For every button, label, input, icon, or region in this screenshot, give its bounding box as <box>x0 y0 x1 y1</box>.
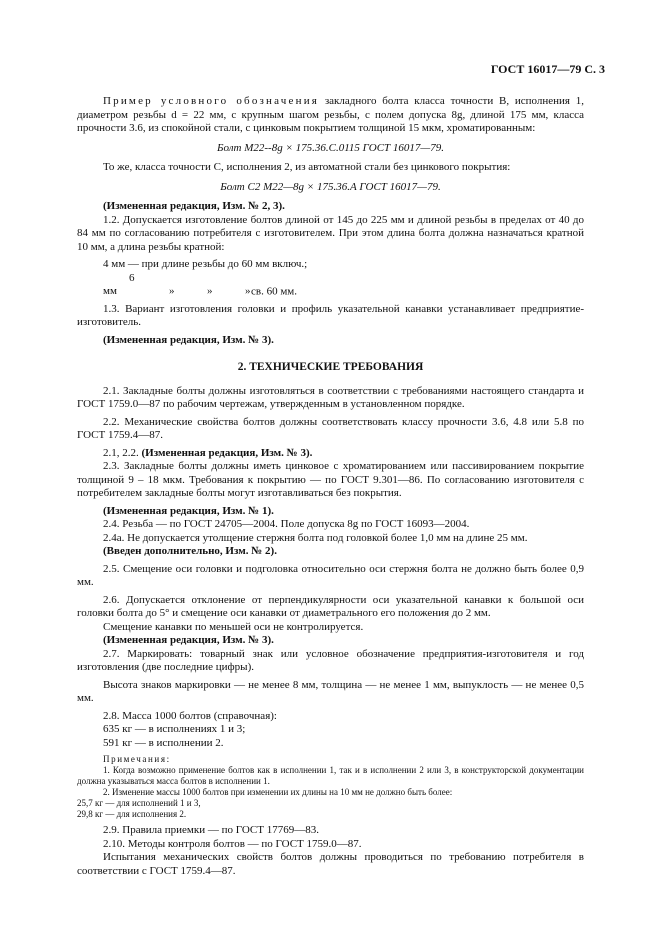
thread2-d: » <box>245 285 251 297</box>
note-2: 2. Изменение массы 1000 болтов при изменении их длины на 10 мм не должно быть более: <box>103 787 453 797</box>
mass-item-1: 635 кг — в исполнениях 1 и 3; <box>103 723 246 735</box>
thread2-c: » <box>207 285 213 297</box>
clause-2-7-marking-height: Высота знаков маркировки — не менее 8 мм, толщина — не менее 1 мм, выпуклость — не менее 0,5 мм. <box>77 678 584 704</box>
note-2-item-a: 25,7 кг — для исполнений 1 и 3, <box>77 798 201 808</box>
thread2-b: » <box>169 285 175 297</box>
amendment-note-3-ref: 2.1, 2.2. <box>103 446 142 459</box>
clause-2-3: 2.3. Закладные болты должны иметь цинковое с хроматированием или пассивированием покрытие толщиной 9 – 18 мкм. Требования к покрытию — по ГОСТ 9.301—86. По согласованию изготовителя с потребителем закладные болты могут изготавливаться без покрытия. <box>77 460 584 499</box>
example-paragraph <box>77 95 584 136</box>
clause-2-1: 2.1. Закладные болты должны изготовляться в соответствии с требованиями настоящего стандарта и ГОСТ 1759.0—87 по рабочим чертежам, утвержденным в установленном порядке. <box>77 384 584 410</box>
thread-multiple-1: 4 мм — при длине резьбы до 60 мм включ.; <box>103 258 308 270</box>
clause-1-2: 1.2. Допускается изготовление болтов длиной от 145 до 225 мм и длиной резьбы в пределах от 40 до 84 мм по согласованию потребителя с изготовителем. При этом длина болта должна назначаться кратной 10 мм, а длина резьбы кратной: <box>77 213 584 253</box>
clause-2-7: 2.7. Маркировать: товарный знак или условное обозначение предприятия-изготовителя и год изготовления (две последние цифры). <box>77 647 584 673</box>
clause-1-3: 1.3. Вариант изготовления головки и профиль указательной канавки устанавливает предприятие-изготовитель. <box>77 302 584 328</box>
designation-formula-2: Болт С2 М22—8g × 175.36.А ГОСТ 16017—79. <box>220 180 441 193</box>
example-text: закладного болта класса точности В, исполнения 1, диаметром резьбы d = 22 мм, с крупным шагом резьбы, с полем допуска 8g, длиной 175 мм, класса прочности 3.6, из спокойной стали, с цинковым покрытием толщиной 15 мкм, хроматированным: <box>77 95 585 134</box>
thread2-a: 6 мм <box>103 271 135 297</box>
amendment-note-1: (Измененная редакция, Изм. № 2, 3). <box>103 200 285 212</box>
section-title: 2. ТЕХНИЧЕСКИЕ ТРЕБОВАНИЯ <box>237 361 424 373</box>
amendment-note-3 <box>77 447 584 461</box>
note-2-item-b: 29,8 кг — для исполнения 2. <box>77 809 187 819</box>
thread-multiple-2 <box>77 272 584 299</box>
amendment-note-5: (Введен дополнительно, Изм. № 2). <box>103 545 277 557</box>
notes-title: Примечания: <box>103 754 171 764</box>
mass-item-2: 591 кг — в исполнении 2. <box>103 736 224 749</box>
clause-2-9: 2.9. Правила приемки — по ГОСТ 17769—83. <box>103 824 319 836</box>
clause-2-4: 2.4. Резьба — по ГОСТ 24705—2004. Поле допуска 8g по ГОСТ 16093—2004. <box>103 518 470 530</box>
clause-2-10-continued: Испытания механических свойств болтов должны проводиться по требованию потребителя в соответствии с ГОСТ 1759.4—87. <box>77 851 584 877</box>
amendment-note-3-text: (Измененная редакция, Изм. № 3). <box>141 446 313 459</box>
page-header: ГОСТ 16017—79 С. 3 <box>490 62 605 76</box>
clause-2-5: 2.5. Смещение оси головки и подголовка относительно оси стержня болта не должно быть более 0,9 мм. <box>77 562 584 588</box>
clause-2-6: 2.6. Допускается отклонение от перпендикулярности оси указательной канавки к большой оси головки болта до 5° и смещение оси канавки от диаметрального его положения до 2 мм. <box>77 593 584 619</box>
note-1: 1. Когда возможно применение болтов как в исполнении 1, так и в исполнении 2 или 3, в конструкторской документации должна указываться масса болтов в исполнении 1. <box>77 765 584 786</box>
clause-2-10: 2.10. Методы контроля болтов — по ГОСТ 1759.0—87. <box>103 837 362 850</box>
clause-2-6-continued: Смещение канавки по меньшей оси не контролируется. <box>103 620 364 633</box>
amendment-note-2: (Измененная редакция, Изм. № 3). <box>103 333 274 346</box>
example-lead: Пример условного обозначения <box>103 95 320 107</box>
clause-2-2: 2.2. Механические свойства болтов должны соответствовать классу прочности 3.6, 4.8 или 5.8 по ГОСТ 1759.4—87. <box>77 415 584 441</box>
clause-2-4a: 2.4а. Не допускается утолщение стержня болта под головкой более 1,0 мм на длине 25 мм. <box>103 531 528 544</box>
amendment-note-4: (Измененная редакция, Изм. № 1). <box>103 504 274 517</box>
designation-formula-1: Болт М22-‑8g × 175.36.С.0115 ГОСТ 16017—79. <box>217 141 444 154</box>
clause-2-8: 2.8. Масса 1000 болтов (справочная): <box>103 709 277 722</box>
thread2-e: св. 60 мм. <box>251 285 297 297</box>
amendment-note-6: (Измененная редакция, Изм. № 3). <box>103 634 274 646</box>
paragraph-same-class-c: То же, класса точности С, исполнения 2, из автоматной стали без цинкового покрытия: <box>103 161 511 173</box>
document-body <box>77 95 584 878</box>
